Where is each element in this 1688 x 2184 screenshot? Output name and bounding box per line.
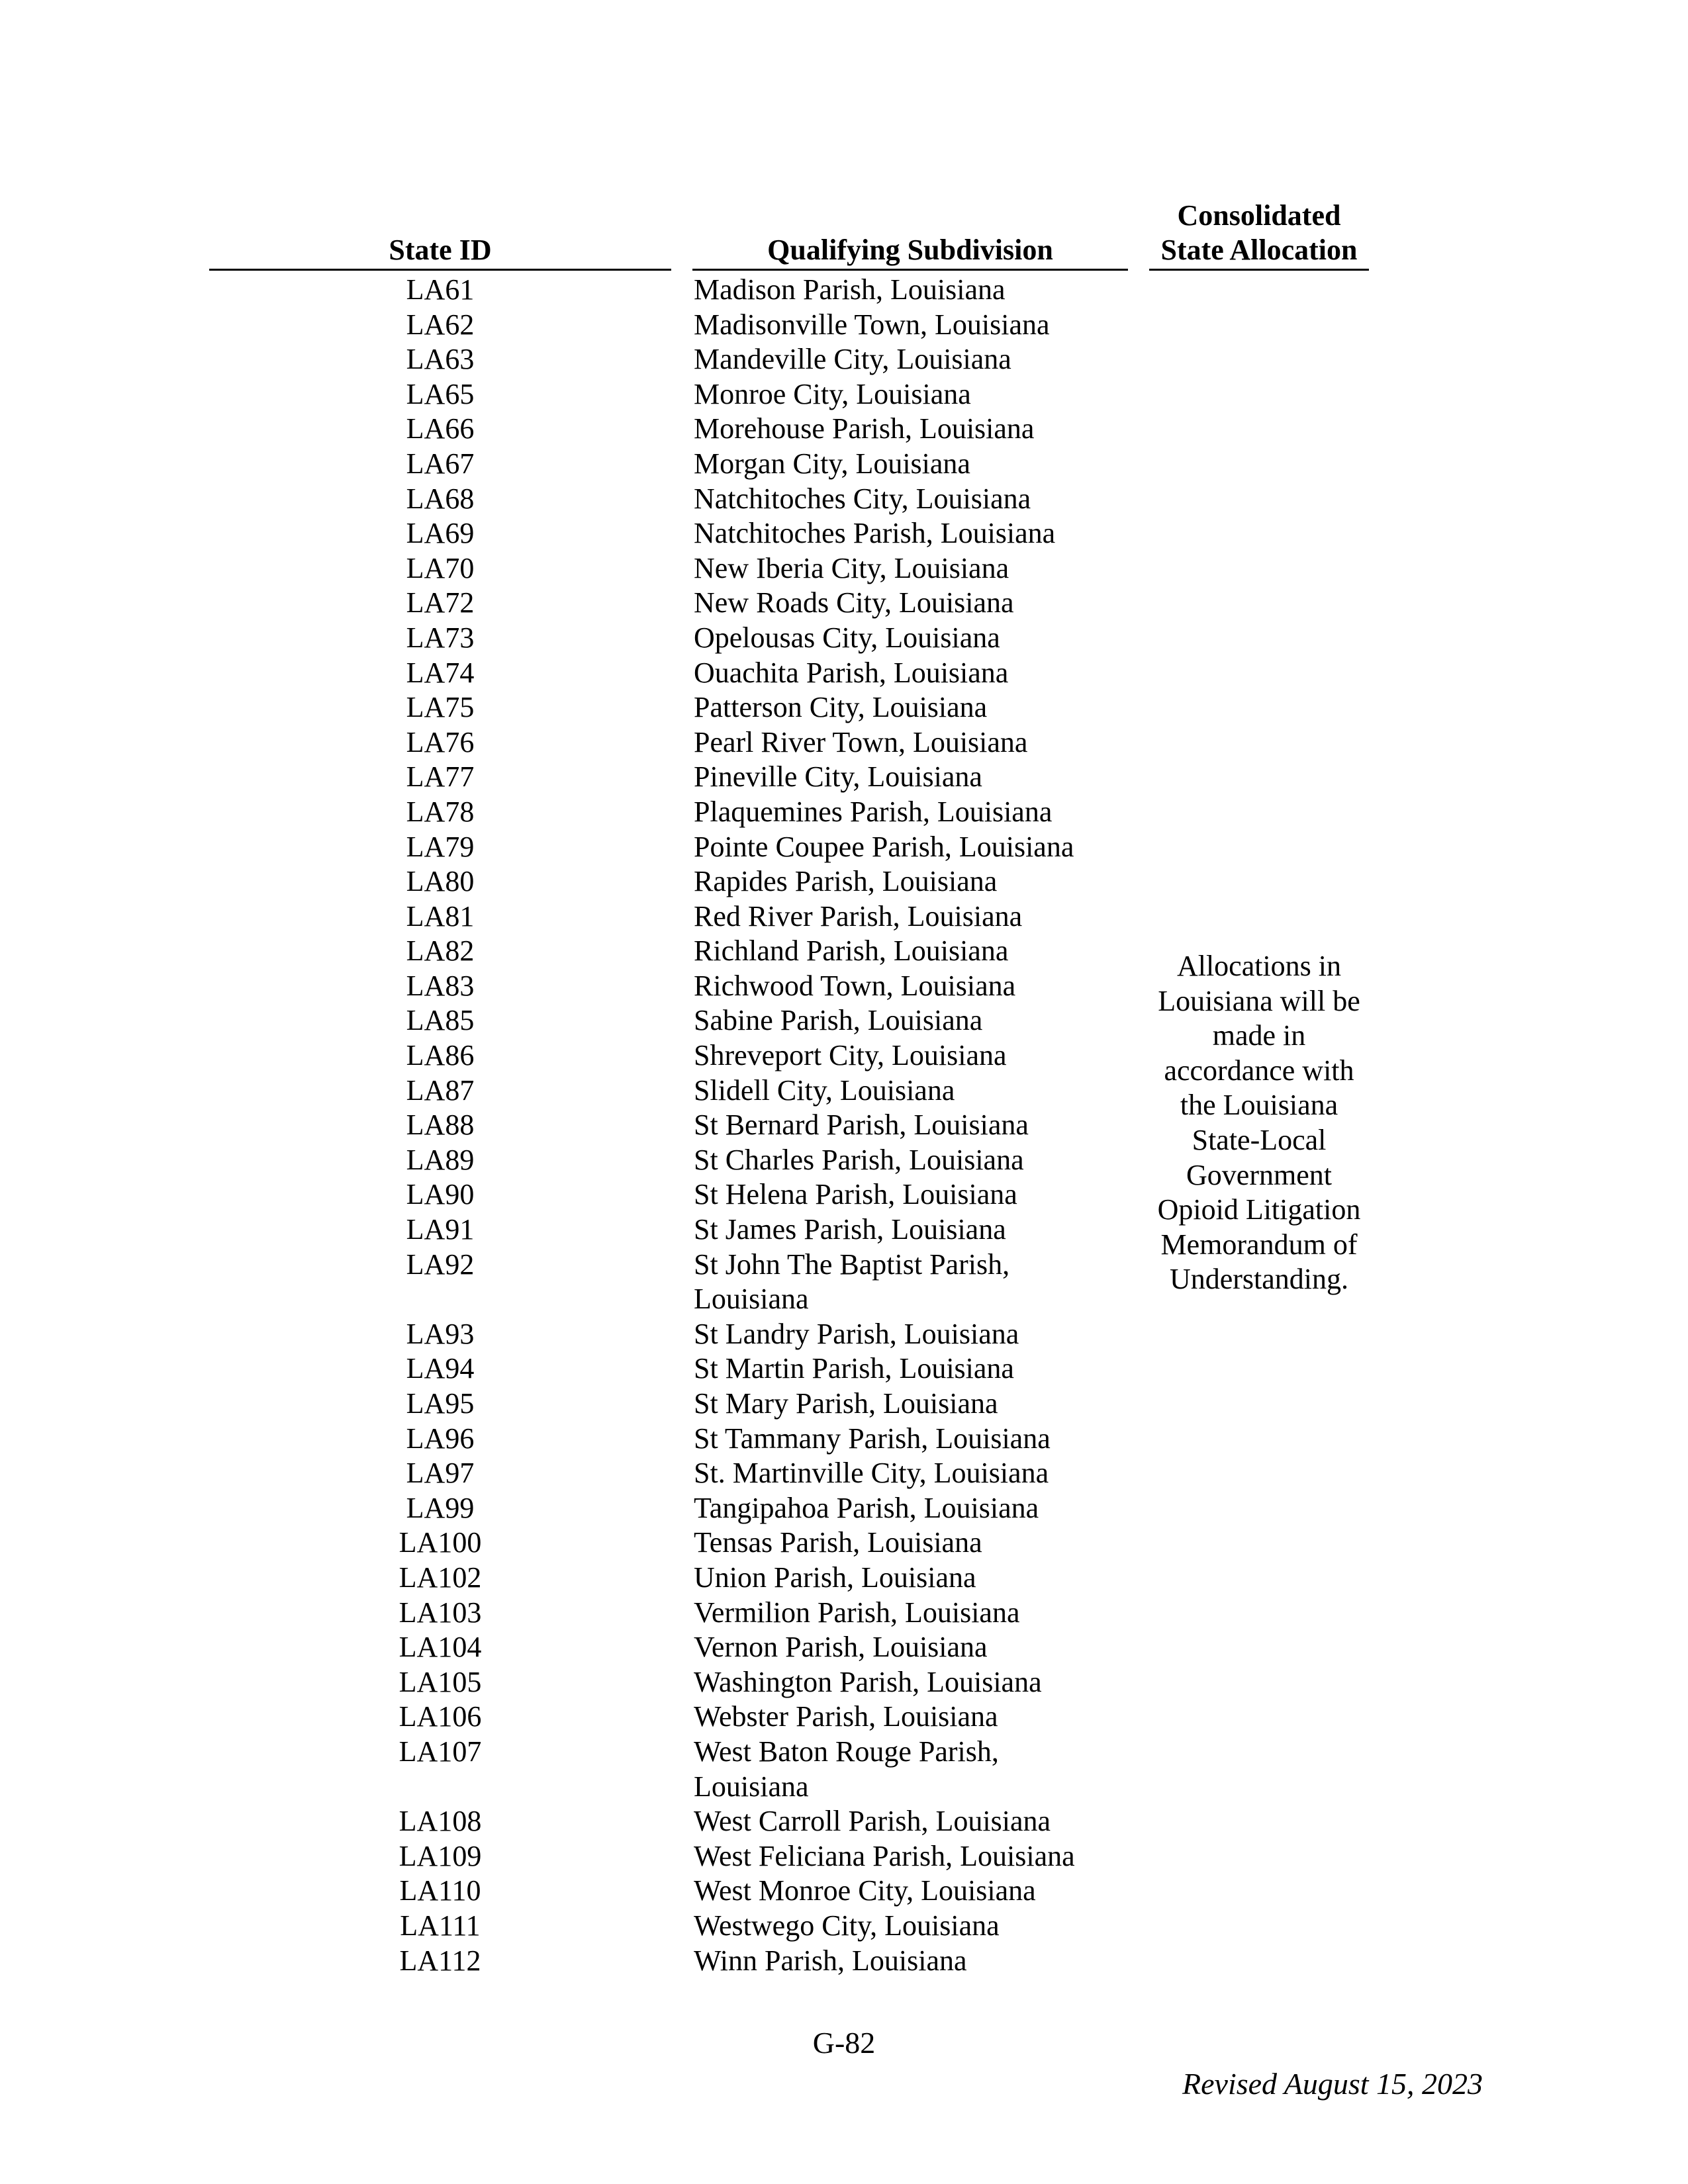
subdivision-cell: Pineville City, Louisiana	[694, 760, 982, 794]
table-row	[209, 342, 1136, 377]
subdivision-cell: New Roads City, Louisiana	[694, 586, 1014, 619]
subdivision-cell: Vermilion Parish, Louisiana	[694, 1596, 1020, 1629]
state-id-cell: LA96	[406, 1422, 475, 1455]
state-id-cell: LA94	[406, 1352, 475, 1385]
state-id-cell: LA89	[406, 1143, 475, 1176]
state-id-cell: LA76	[406, 725, 475, 758]
subdivision-cell: St John The Baptist Parish, Louisiana	[694, 1248, 1010, 1316]
state-id-cell: LA108	[399, 1805, 482, 1838]
table-row	[209, 1909, 1136, 1944]
table-row	[209, 760, 1136, 795]
table-row	[209, 1143, 1136, 1178]
state-id-cell: LA91	[406, 1213, 475, 1246]
state-id-cell: LA82	[406, 934, 475, 968]
table-row	[209, 621, 1136, 656]
state-id-cell: LA68	[406, 482, 475, 515]
table-row	[209, 1525, 1136, 1561]
table-row	[209, 412, 1136, 447]
table-row	[209, 308, 1136, 343]
table-row	[209, 690, 1136, 725]
subdivision-cell: Plaquemines Parish, Louisiana	[694, 795, 1053, 828]
table-row	[209, 1456, 1136, 1491]
table-row	[209, 899, 1136, 934]
state-id-cell: LA75	[406, 691, 475, 724]
subdivision-cell: Ouachita Parish, Louisiana	[694, 656, 1009, 689]
state-id-cell: LA112	[399, 1944, 481, 1977]
state-id-cell: LA65	[406, 377, 475, 410]
table-row	[209, 1491, 1136, 1526]
subdivision-table-body	[209, 273, 1136, 1978]
subdivision-cell: St Mary Parish, Louisiana	[694, 1387, 998, 1420]
subdivision-cell: Tensas Parish, Louisiana	[694, 1526, 982, 1559]
state-id-cell: LA90	[406, 1178, 475, 1211]
subdivision-cell: St Helena Parish, Louisiana	[694, 1178, 1017, 1211]
state-id-cell: LA100	[399, 1526, 482, 1559]
state-id-cell: LA69	[406, 517, 475, 550]
subdivision-cell: Natchitoches City, Louisiana	[694, 482, 1031, 515]
subdivision-cell: Westwego City, Louisiana	[694, 1909, 1000, 1942]
table-row	[209, 934, 1136, 969]
table-row	[209, 1630, 1136, 1665]
table-row	[209, 1735, 1136, 1804]
table-row	[209, 1073, 1136, 1109]
header-state-id: State ID	[209, 233, 671, 271]
state-id-cell: LA106	[399, 1700, 482, 1733]
table-row	[209, 725, 1136, 760]
table-row	[209, 1108, 1136, 1143]
subdivision-cell: Webster Parish, Louisiana	[694, 1700, 998, 1733]
subdivision-cell: Rapides Parish, Louisiana	[694, 865, 998, 898]
table-row	[209, 969, 1136, 1004]
state-id-cell: LA87	[406, 1073, 475, 1107]
table-row	[209, 551, 1136, 586]
state-id-cell: LA70	[406, 551, 475, 584]
table-row	[209, 1596, 1136, 1631]
subdivision-cell: Vernon Parish, Louisiana	[694, 1631, 988, 1664]
table-row	[209, 1177, 1136, 1212]
subdivision-cell: Richland Parish, Louisiana	[694, 934, 1009, 968]
state-id-cell: LA83	[406, 969, 475, 1002]
subdivision-cell: St Charles Parish, Louisiana	[694, 1143, 1024, 1176]
subdivision-cell: Pointe Coupee Parish, Louisiana	[694, 830, 1074, 863]
subdivision-cell: Union Parish, Louisiana	[694, 1561, 976, 1594]
table-row	[209, 1700, 1136, 1735]
state-id-cell: LA110	[399, 1874, 481, 1907]
table-row	[209, 1804, 1136, 1839]
state-id-cell: LA97	[406, 1457, 475, 1490]
subdivision-cell: Opelousas City, Louisiana	[694, 621, 1000, 654]
state-id-cell: LA77	[406, 760, 475, 794]
subdivision-cell: Natchitoches Parish, Louisiana	[694, 517, 1056, 550]
subdivision-cell: New Iberia City, Louisiana	[694, 551, 1009, 584]
state-id-cell: LA62	[406, 308, 475, 341]
state-id-cell: LA103	[399, 1596, 482, 1629]
page-number: G-82	[812, 2026, 876, 2060]
table-row	[209, 1351, 1136, 1387]
subdivision-cell: St Bernard Parish, Louisiana	[694, 1109, 1029, 1142]
table-row	[209, 1248, 1136, 1317]
state-id-cell: LA72	[406, 586, 475, 619]
subdivision-cell: West Monroe City, Louisiana	[694, 1874, 1036, 1907]
state-id-cell: LA66	[406, 412, 475, 445]
subdivision-cell: West Carroll Parish, Louisiana	[694, 1805, 1051, 1838]
table-row	[209, 273, 1136, 308]
subdivision-cell: Madisonville Town, Louisiana	[694, 308, 1050, 341]
state-id-cell: LA105	[399, 1665, 482, 1698]
state-id-cell: LA67	[406, 447, 475, 480]
subdivision-cell: St James Parish, Louisiana	[694, 1213, 1006, 1246]
table-row	[209, 1038, 1136, 1073]
table-row	[209, 1422, 1136, 1457]
header-consolidated-state-allocation	[1149, 199, 1369, 271]
subdivision-cell: Tangipahoa Parish, Louisiana	[694, 1491, 1039, 1524]
subdivision-cell: Pearl River Town, Louisiana	[694, 725, 1028, 758]
subdivision-cell: West Baton Rouge Parish, Louisiana	[694, 1735, 999, 1803]
table-row	[209, 1874, 1136, 1909]
header-allocation-line1: Consolidated	[1177, 199, 1341, 232]
state-id-cell: LA78	[406, 795, 475, 828]
table-row	[209, 1387, 1136, 1422]
subdivision-cell: West Feliciana Parish, Louisiana	[694, 1839, 1075, 1872]
state-id-cell: LA107	[399, 1735, 482, 1768]
subdivision-cell: St Landry Parish, Louisiana	[694, 1317, 1019, 1350]
table-row	[209, 1665, 1136, 1700]
state-id-cell: LA73	[406, 621, 475, 654]
table-row	[209, 795, 1136, 830]
subdivision-cell: Mandeville City, Louisiana	[694, 343, 1011, 376]
subdivision-cell: St. Martinville City, Louisiana	[694, 1457, 1049, 1490]
allocation-note: Allocations in Louisiana will be made in accordance with the Louisiana State-Local Government Opioid Litigation Memorandum of Understanding.	[1157, 950, 1361, 1296]
state-id-cell: LA99	[406, 1491, 475, 1524]
state-id-cell: LA81	[406, 899, 475, 933]
state-id-cell: LA95	[406, 1387, 475, 1420]
header-allocation-line2: State Allocation	[1160, 234, 1358, 266]
header-qualifying-subdivision: Qualifying Subdivision	[692, 233, 1128, 271]
state-id-cell: LA92	[406, 1248, 475, 1281]
table-row	[209, 1212, 1136, 1248]
subdivision-cell: Morgan City, Louisiana	[694, 447, 970, 480]
table-row	[209, 864, 1136, 899]
subdivision-cell: St Martin Parish, Louisiana	[694, 1352, 1014, 1385]
state-id-cell: LA111	[400, 1909, 481, 1942]
subdivision-cell: Winn Parish, Louisiana	[694, 1944, 967, 1977]
state-id-cell: LA74	[406, 656, 475, 689]
table-row	[209, 1944, 1136, 1979]
subdivision-cell: Shreveport City, Louisiana	[694, 1039, 1007, 1072]
revised-date: Revised August 15, 2023	[1182, 2067, 1483, 2101]
state-id-cell: LA109	[399, 1839, 482, 1872]
table-row	[209, 586, 1136, 621]
subdivision-cell: Slidell City, Louisiana	[694, 1073, 955, 1107]
table-row	[209, 516, 1136, 551]
table-row	[209, 447, 1136, 482]
subdivision-cell: Monroe City, Louisiana	[694, 377, 971, 410]
state-id-cell: LA63	[406, 343, 475, 376]
state-id-cell: LA61	[406, 273, 475, 306]
table-row	[209, 482, 1136, 517]
table-row	[209, 830, 1136, 865]
state-id-cell: LA88	[406, 1109, 475, 1142]
state-id-cell: LA104	[399, 1631, 482, 1664]
subdivision-cell: Washington Parish, Louisiana	[694, 1665, 1042, 1698]
table-row	[209, 1317, 1136, 1352]
state-id-cell: LA80	[406, 865, 475, 898]
table-row	[209, 1839, 1136, 1874]
subdivision-cell: Red River Parish, Louisiana	[694, 899, 1023, 933]
state-id-cell: LA86	[406, 1039, 475, 1072]
table-row	[209, 656, 1136, 691]
table-row	[209, 377, 1136, 412]
subdivision-cell: Richwood Town, Louisiana	[694, 969, 1016, 1002]
subdivision-cell: St Tammany Parish, Louisiana	[694, 1422, 1051, 1455]
state-id-cell: LA102	[399, 1561, 482, 1594]
table-row	[209, 1561, 1136, 1596]
state-id-cell: LA85	[406, 1004, 475, 1037]
state-id-cell: LA93	[406, 1317, 475, 1350]
state-id-cell: LA79	[406, 830, 475, 863]
subdivision-cell: Morehouse Parish, Louisiana	[694, 412, 1035, 445]
subdivision-cell: Patterson City, Louisiana	[694, 691, 988, 724]
table-row	[209, 1003, 1136, 1038]
subdivision-cell: Madison Parish, Louisiana	[694, 273, 1006, 306]
subdivision-cell: Sabine Parish, Louisiana	[694, 1004, 983, 1037]
